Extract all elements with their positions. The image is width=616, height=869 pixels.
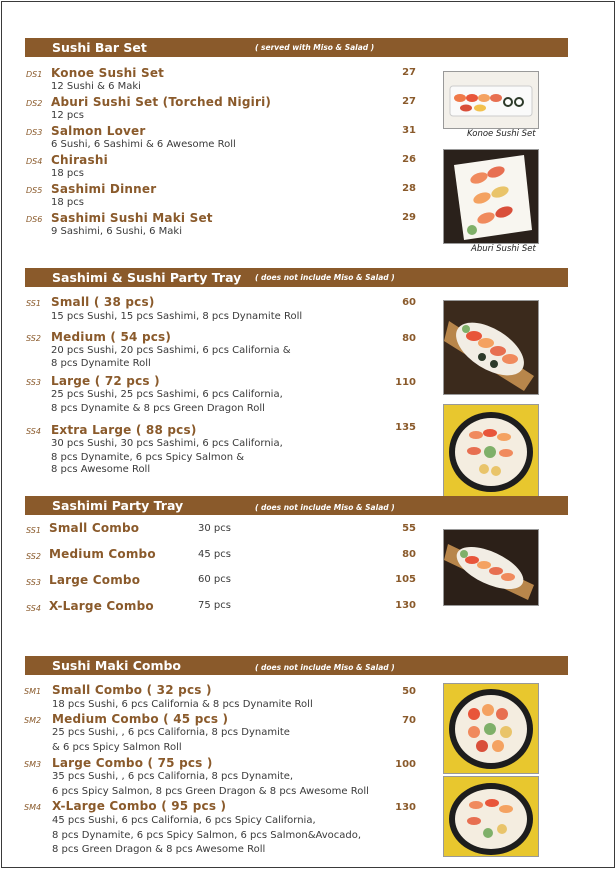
item-code: SS3 (26, 378, 41, 387)
item-code: SM3 (24, 760, 42, 769)
item-price: 80 (402, 333, 416, 344)
section-note: ( served with Miso & Salad ) (255, 43, 375, 52)
section-title: Sashimi & Sushi Party Tray (52, 270, 242, 285)
item-name: Medium ( 54 pcs) (51, 330, 172, 344)
item-desc: 25 pcs Sushi, 25 pcs Sashimi, 6 pcs California, (51, 389, 283, 400)
item-price: 135 (395, 422, 416, 433)
party-tray-photo (443, 300, 539, 395)
section-note: ( does not include Miso & Salad ) (255, 663, 395, 672)
item-code: SS3 (26, 578, 41, 587)
item-name: Sashimi Sushi Maki Set (51, 211, 213, 225)
section-note: ( does not include Miso & Salad ) (255, 503, 395, 512)
section-title: Sushi Maki Combo (52, 658, 182, 673)
sushi-set-photo (443, 71, 539, 129)
item-desc: 8 pcs Dynamite, 6 pcs Spicy Salmon & (51, 452, 245, 463)
item-desc: 6 Sushi, 6 Sashimi & 6 Awesome Roll (51, 139, 236, 150)
item-desc: 8 pcs Dynamite, 6 pcs Spicy Salmon, 6 pcs Salmon&Avocado, (52, 830, 362, 841)
item-price: 55 (402, 523, 416, 534)
item-price: 110 (395, 377, 416, 388)
item-code: SS4 (26, 427, 41, 436)
section-title: Sushi Bar Set (52, 40, 147, 55)
sushi-set-photo (443, 149, 539, 244)
item-name: Konoe Sushi Set (51, 66, 165, 80)
item-pcs: 30 pcs (198, 523, 231, 534)
item-price: 105 (395, 574, 416, 585)
item-name: X-Large Combo ( 95 pcs ) (52, 799, 227, 813)
item-code: DS1 (26, 70, 43, 79)
item-desc: 8 pcs Green Dragon & 8 pcs Awesome Roll (52, 844, 266, 855)
item-name: Sashimi Dinner (51, 182, 157, 196)
item-pcs: 60 pcs (198, 574, 231, 585)
item-desc: 18 pcs (51, 168, 84, 179)
item-code: SS2 (26, 552, 41, 561)
section-header-maki-combo (25, 656, 568, 675)
maki-combo-photo (443, 683, 539, 774)
item-desc: 45 pcs Sushi, 6 pcs California, 6 pcs Spicy California, (52, 815, 316, 826)
item-name: Medium Combo ( 45 pcs ) (52, 712, 229, 726)
item-code: DS3 (26, 128, 43, 137)
item-desc: 12 pcs (51, 110, 84, 121)
item-price: 27 (402, 96, 416, 107)
item-desc: 9 Sashimi, 6 Sushi, 6 Maki (51, 226, 182, 237)
photo-caption: Konoe Sushi Set (467, 129, 536, 139)
item-desc: 15 pcs Sushi, 15 pcs Sashimi, 8 pcs Dynamite Roll (51, 311, 303, 322)
item-price: 31 (402, 125, 416, 136)
item-price: 130 (395, 600, 416, 611)
item-name: Chirashi (51, 153, 108, 167)
item-code: SS1 (26, 526, 41, 535)
item-desc: 20 pcs Sushi, 20 pcs Sashimi, 6 pcs California & (51, 345, 291, 356)
item-code: SM2 (24, 716, 42, 725)
item-price: 60 (402, 297, 416, 308)
item-name: Aburi Sushi Set (Torched Nigiri) (51, 95, 272, 109)
item-code: SM4 (24, 803, 42, 812)
item-name: Large Combo (49, 573, 141, 587)
item-price: 29 (402, 212, 416, 223)
item-desc: 8 pcs Dynamite & 8 pcs Green Dragon Roll (51, 403, 265, 414)
item-name: Small Combo (49, 521, 140, 535)
item-code: SS1 (26, 299, 41, 308)
item-desc: 18 pcs (51, 197, 84, 208)
sashimi-tray-photo (443, 529, 539, 606)
section-header-party-tray (25, 268, 568, 287)
item-desc: 12 Sushi & 6 Maki (51, 81, 141, 92)
item-desc: 8 pcs Dynamite Roll (51, 358, 151, 369)
item-name: Large Combo ( 75 pcs ) (52, 756, 213, 770)
item-code: DS6 (26, 215, 43, 224)
item-pcs: 45 pcs (198, 549, 231, 560)
section-note: ( does not include Miso & Salad ) (255, 273, 395, 282)
item-name: Medium Combo (49, 547, 156, 561)
item-price: 70 (402, 715, 416, 726)
photo-caption: Aburi Sushi Set (471, 244, 536, 254)
item-price: 27 (402, 67, 416, 78)
item-desc: 35 pcs Sushi, , 6 pcs California, 8 pcs Dynamite, (52, 771, 294, 782)
item-name: Large ( 72 pcs ) (51, 374, 160, 388)
item-price: 50 (402, 686, 416, 697)
item-desc: 30 pcs Sushi, 30 pcs Sashimi, 6 pcs California, (51, 438, 283, 449)
item-price: 80 (402, 549, 416, 560)
item-price: 100 (395, 759, 416, 770)
section-header-sushi-bar-set (25, 38, 568, 57)
section-header-sashimi-tray (25, 496, 568, 515)
item-code: DS4 (26, 157, 43, 166)
item-name: Extra Large ( 88 pcs) (51, 423, 197, 437)
item-desc: 25 pcs Sushi, , 6 pcs California, 8 pcs Dynamite (52, 727, 290, 738)
item-price: 26 (402, 154, 416, 165)
item-code: SS2 (26, 334, 41, 343)
item-pcs: 75 pcs (198, 600, 231, 611)
item-desc: 6 pcs Spicy Salmon, 8 pcs Green Dragon & 8 pcs Awesome Roll (52, 786, 369, 797)
party-tray-photo (443, 404, 539, 499)
item-name: Small ( 38 pcs) (51, 295, 155, 309)
item-name: Salmon Lover (51, 124, 146, 138)
item-desc: 18 pcs Sushi, 6 pcs California & 8 pcs Dynamite Roll (52, 699, 313, 710)
item-code: SS4 (26, 604, 41, 613)
item-price: 28 (402, 183, 416, 194)
maki-combo-photo (443, 776, 539, 857)
item-name: X-Large Combo (49, 599, 154, 613)
item-name: Small Combo ( 32 pcs ) (52, 683, 212, 697)
item-code: DS5 (26, 186, 43, 195)
item-desc: 8 pcs Awesome Roll (51, 464, 151, 475)
item-code: SM1 (24, 687, 42, 696)
item-desc: & 6 pcs Spicy Salmon Roll (52, 742, 182, 753)
item-code: DS2 (26, 99, 43, 108)
item-price: 130 (395, 802, 416, 813)
section-title: Sashimi Party Tray (52, 498, 184, 513)
